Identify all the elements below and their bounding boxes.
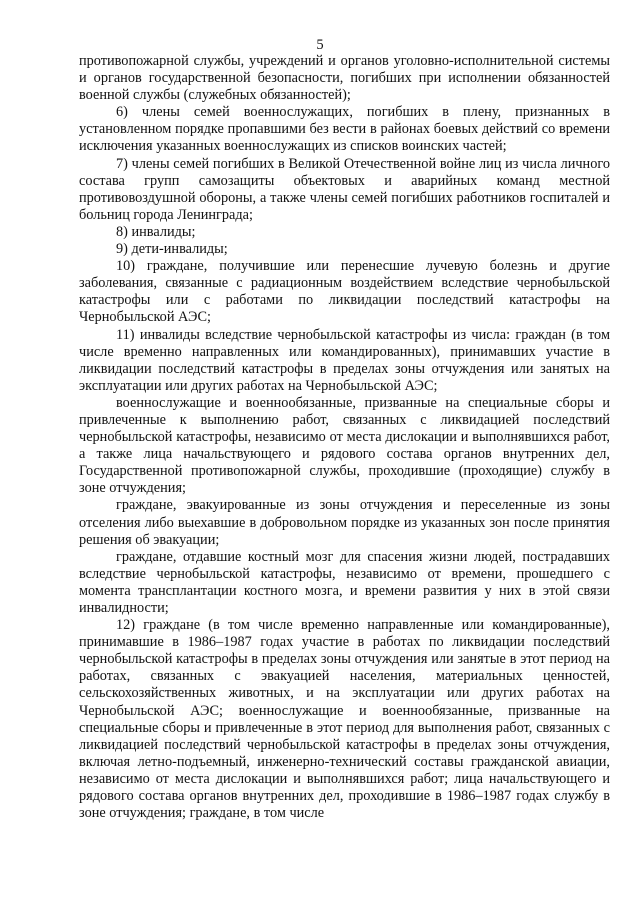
paragraph: 9) дети-инвалиды; [116,241,228,258]
paragraph: 8) инвалиды; [116,223,196,240]
paragraph: 11) инвалиды вследствие чернобыльской катастрофы из числа: граждан (в том числе временно направленных или командированных), принимавших участие в ликвидации последствий катастрофы в пределах зоны отчуждения или занятых на эксплуатации или других работах на Чернобыльской АЭС; [79,326,610,394]
paragraph: 12) граждане (в том числе временно направленные или командированные), принимавшие в 1986–1987 годах участие в работах по ликвидации последствий чернобыльской катастрофы в пределах зоны отчуждения или занятые в этот период на работах, связанных с эвакуацией населения, материальных ценностей, сельскохозяйственных животных, и на эксплуатации или других работах на Чернобыльской АЭС; военнослужащие и военнообязанные, призванные на специальные сборы и привлеченные в этот период для выполнения работ, связанных с ликвидацией последствий чернобыльской катастрофы в пределах зоны отчуждения, включая летно-подъемный, инженерно-технический составы гражданской авиации, независимо от места дислокации и выполнявшихся работ; лица начальствующего и рядового состава органов внутренних дел, проходившие в 1986–1987 годах службу в зоне отчуждения; граждане, в том числе [79,617,610,822]
paragraph: противопожарной службы, учреждений и органов уголовно-исполнительной системы и органов государственной безопасности, погибших при исполнении обязанностей военной службы (служебных обязанностей); [79,53,610,104]
document-body [79,53,610,822]
paragraph: 6) члены семей военнослужащих, погибших в плену, признанных в установленном порядке пропавшими без вести в районах боевых действий со времени исключения указанных военнослужащих из списков воинских частей; [79,104,610,155]
paragraph: граждане, эвакуированные из зоны отчуждения и переселенные из зоны отселения либо выехавшие в добровольном порядке из указанных зон после принятия решения об эвакуации; [79,497,610,548]
page-number: 5 [316,37,324,53]
paragraph: военнослужащие и военнообязанные, призванные на специальные сборы и привлеченные к выполнению работ, связанных с ликвидацией последствий чернобыльской катастрофы, независимо от места дислокации и выполнявшихся работ, а также лица начальствующего и рядового состава органов внутренних дел, Государственной противопожарной службы, проходившие (проходящие) службу в зоне отчуждения; [79,394,610,497]
paragraph: 7) члены семей погибших в Великой Отечественной войне лиц из числа личного состава групп самозащиты объектовых и аварийных команд местной противовоздушной обороны, а также члены семей погибших работников госпиталей и больниц города Ленинграда; [79,155,610,223]
paragraph: 10) граждане, получившие или перенесшие лучевую болезнь и другие заболевания, связанные с радиационным воздействием вследствие чернобыльской катастрофы или с работами по ликвидации последствий катастрофы на Чернобыльской АЭС; [79,258,610,326]
paragraph: граждане, отдавшие костный мозг для спасения жизни людей, пострадавших вследствие чернобыльской катастрофы, независимо от времени, прошедшего с момента трансплантации костного мозга, и времени развития у них в этой связи инвалидности; [79,548,610,616]
